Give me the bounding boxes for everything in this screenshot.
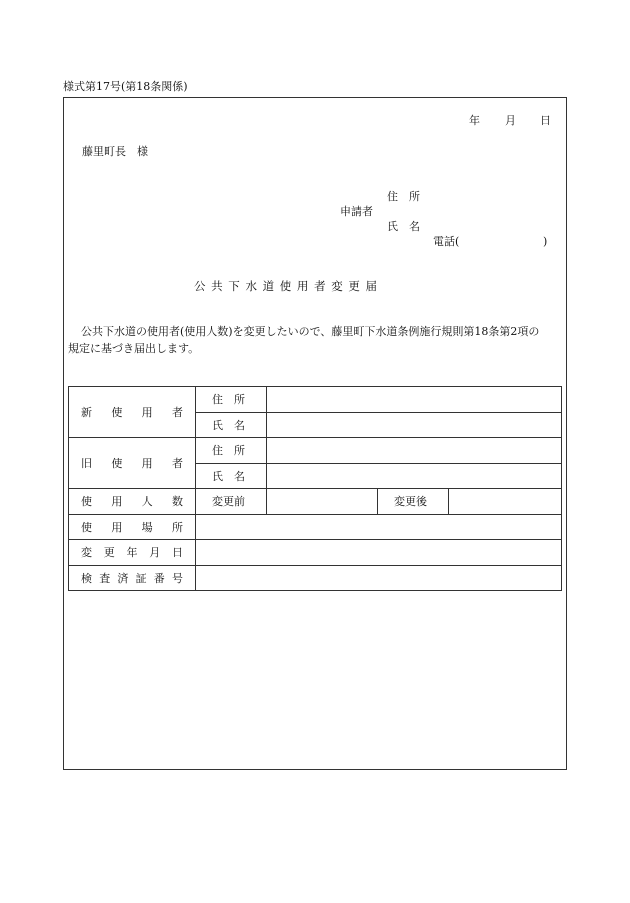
table-row [69,565,562,591]
old-user-address-label: 住 所 [196,438,267,464]
change-date-char: 日 [172,546,183,560]
usage-location-char: 場 [141,520,153,534]
addressee: 藤里町長 様 [82,145,148,158]
usage-location-char: 使 [81,520,92,534]
change-date-char: 月 [149,546,161,560]
applicant-phone-label: 電話( [433,235,460,248]
body-text-line2: 規定に基づき届出します。 [68,342,200,355]
inspection-number-char: 査 [99,571,111,585]
change-date-char: 更 [103,546,115,560]
inspection-number-char: 済 [117,571,129,585]
new-user-address-label: 住 所 [196,387,267,413]
inspection-number-field[interactable] [196,565,562,591]
new-user-address-field[interactable] [267,387,562,413]
date-year: 年 [469,114,480,127]
change-form-table [68,386,562,591]
inspection-number-char: 検 [81,571,92,585]
change-date-field[interactable] [196,540,562,566]
user-count-char: 数 [171,495,183,509]
after-change-field[interactable] [449,489,562,515]
applicant-phone-close: ) [543,235,548,248]
document-title: 公 共 下 水 道 使 用 者 変 更 届 [194,279,378,293]
usage-location-char: 用 [111,520,123,534]
change-date-char: 年 [126,546,138,560]
form-number: 様式第17号(第18条関係) [63,80,188,93]
before-change-field[interactable] [267,489,378,515]
inspection-number-char: 号 [171,571,183,585]
inspection-number-char: 証 [135,571,147,585]
inspection-number-label [69,565,196,591]
user-count-char: 使 [81,495,92,509]
applicant-name-label: 氏 名 [387,220,420,233]
new-user-char: 者 [171,406,183,419]
user-count-char: 用 [111,495,123,509]
change-date-char: 変 [81,546,92,560]
body-text-line1: 公共下水道の使用者(使用人数)を変更したいので、藤里町下水道条例施行規則第18条第2項の [81,325,540,338]
table-row [69,489,562,515]
applicant-label: 申請者 [340,205,373,218]
old-user-char: 用 [141,457,153,470]
new-user-name-field[interactable] [267,412,562,438]
table-row [69,514,562,540]
before-change-label: 変更前 [196,489,267,515]
date-day: 日 [540,114,551,127]
table-row [69,387,562,413]
old-user-char: 使 [111,457,123,470]
usage-location-char: 所 [171,520,183,534]
user-count-char: 人 [141,495,153,509]
applicant-address-label: 住 所 [387,190,420,203]
new-user-char: 新 [81,406,92,419]
usage-location-label [69,514,196,540]
date-month: 月 [505,114,516,127]
new-user-label [69,387,196,438]
inspection-number-char: 番 [153,571,165,585]
usage-location-field[interactable] [196,514,562,540]
new-user-name-label: 氏 名 [196,412,267,438]
table-row [69,438,562,464]
after-change-label: 変更後 [378,489,449,515]
old-user-name-label: 氏 名 [196,463,267,489]
old-user-char: 旧 [81,457,92,470]
new-user-char: 用 [141,406,153,419]
old-user-char: 者 [171,457,183,470]
table-row [69,540,562,566]
old-user-address-field[interactable] [267,438,562,464]
old-user-label [69,438,196,489]
new-user-char: 使 [111,406,123,419]
user-count-label [69,489,196,515]
change-date-label [69,540,196,566]
old-user-name-field[interactable] [267,463,562,489]
